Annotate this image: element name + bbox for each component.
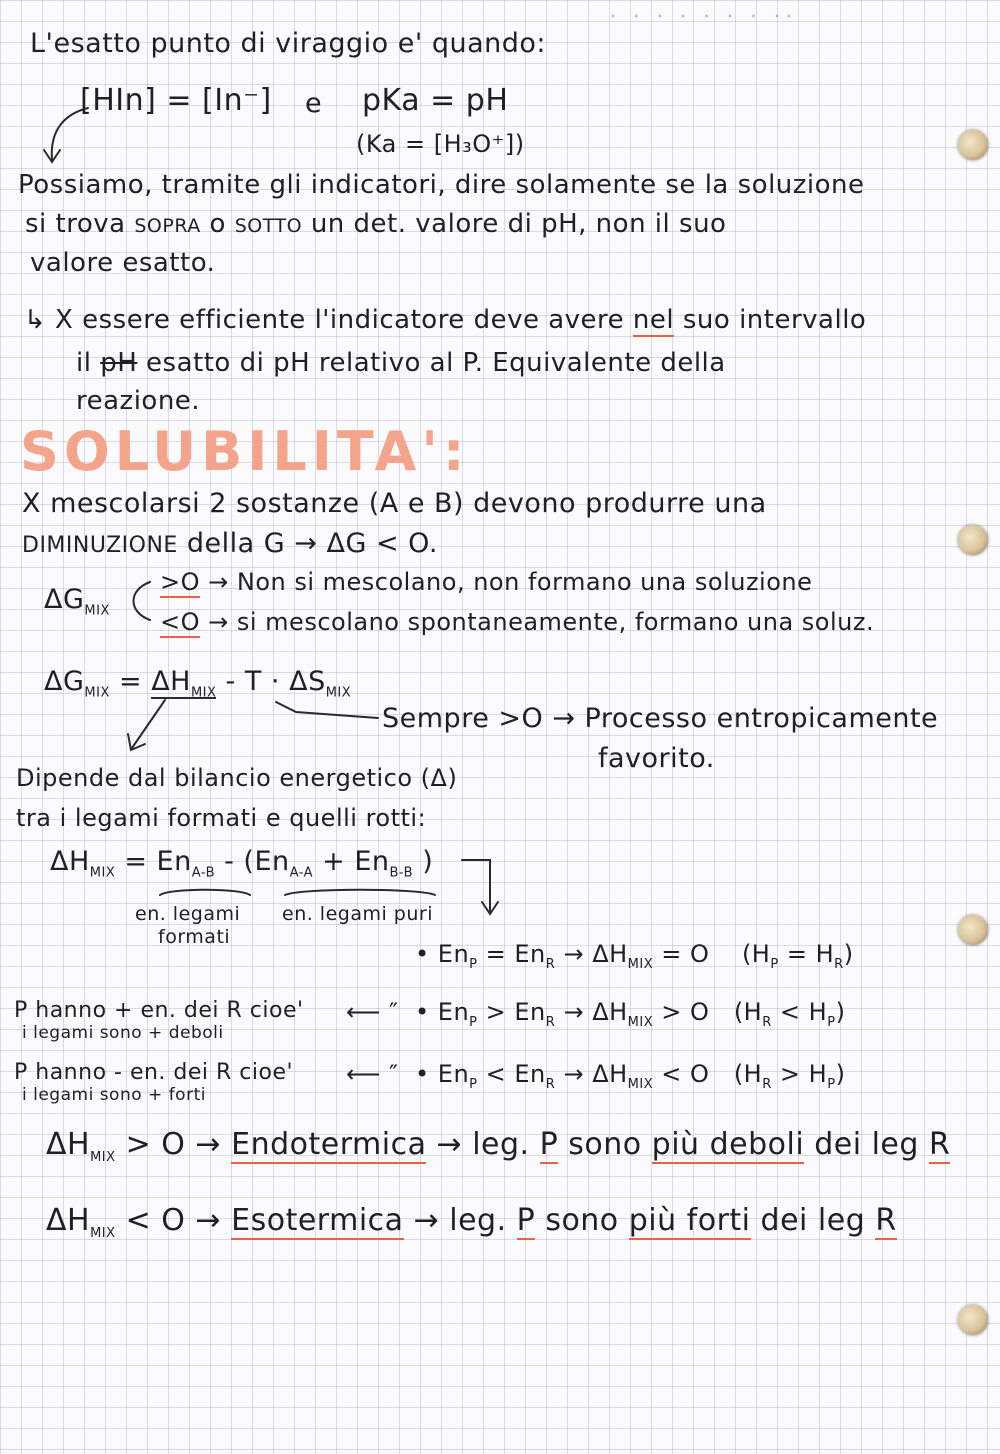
line-mescolarsi: X mescolarsi 2 sostanze (A e B) devono produrre una	[22, 488, 767, 519]
text-c3e-sub: R	[762, 1076, 772, 1092]
text-equivalente: esatto di pH relativo al P. Equivalente della	[146, 348, 726, 378]
text-eq-dh-main: ΔH	[151, 666, 191, 697]
text-c2: • En	[415, 998, 470, 1026]
line-reazione: reazione.	[76, 386, 201, 416]
connector-e: e	[305, 88, 323, 119]
text-c1: • En	[415, 940, 470, 968]
binder-hole	[958, 525, 988, 555]
text-c2d: > O	[661, 998, 710, 1026]
text-eso-forti: più forti	[628, 1203, 751, 1238]
text-c1e: (H	[741, 940, 771, 968]
text-sopra: SOPRA	[134, 215, 201, 237]
text-eq-dh-sub: MIX	[190, 685, 217, 701]
text-c3f: > H	[779, 1060, 828, 1088]
text-c1b-sub: R	[545, 956, 556, 972]
note-p-hanno-meno: P hanno - en. dei R cioe'	[14, 1060, 294, 1085]
text-pos: >O	[160, 568, 200, 596]
text-o: o	[209, 209, 226, 239]
line-favorito: favorito.	[598, 743, 715, 774]
text-c1b: = En	[485, 940, 546, 968]
text-c2e-sub: R	[762, 1014, 772, 1030]
line-possiamo: Possiamo, tramite gli indicatori, dire solamente se la soluzione	[18, 170, 865, 200]
text-en-ab: = En	[124, 846, 192, 877]
text-dh-mix-sub: MIX	[89, 865, 116, 881]
text-c2f: < H	[779, 998, 828, 1026]
text-c1g: )	[843, 940, 854, 968]
text-c1f: = H	[786, 940, 835, 968]
text-c3b-sub: R	[545, 1076, 556, 1092]
text-eso-leg: → leg.	[413, 1203, 507, 1238]
label-legami-puri: en. legami puri	[282, 903, 434, 925]
text-nel: nel	[632, 305, 675, 335]
note-p-hanno-piu: P hanno + en. dei R cioe'	[14, 998, 304, 1023]
text-endo-word: Endotermica	[231, 1127, 427, 1162]
text-eso-dh: ΔH	[46, 1203, 91, 1238]
text-si-trova: si trova	[25, 209, 126, 239]
text-c3e: (H	[733, 1060, 763, 1088]
text-c1-sub: P	[469, 956, 478, 972]
note-legami-deboli: i legami sono + deboli	[22, 1023, 224, 1043]
text-c2b-sub: R	[545, 1014, 556, 1030]
text-c3c: → ΔH	[563, 1060, 628, 1088]
binder-hole	[958, 915, 988, 945]
text-dh-mix: ΔH	[50, 846, 90, 877]
text-en-aa-sub: A-A	[289, 865, 314, 881]
text-efficiente: ↳ X essere efficiente l'indicatore deve avere	[24, 305, 625, 335]
down-arrow-icon	[462, 860, 490, 912]
text-della-g: della G → ΔG < O.	[186, 528, 438, 559]
text-neg-desc: → si mescolano spontaneamente, formano una soluz.	[208, 608, 875, 636]
text-endo-cond: > O →	[125, 1127, 222, 1162]
note-legami-forti: i legami sono + forti	[22, 1085, 206, 1105]
arrow-case-2: ⟵ ″	[346, 998, 399, 1026]
text-en-bb: + En	[322, 846, 390, 877]
text-c3d: < O	[661, 1060, 710, 1088]
diag-arrow-icon	[132, 700, 165, 748]
underbrace-1-icon	[160, 890, 250, 895]
text-c1f-sub: R	[834, 956, 844, 972]
text-c2c: → ΔH	[563, 998, 628, 1026]
underbrace-2-icon	[285, 890, 435, 895]
text-c3f-sub: P	[827, 1076, 836, 1092]
text-c1e-sub: P	[770, 956, 779, 972]
text-c1c-sub: MIX	[627, 956, 654, 972]
curve-arrow-icon	[52, 108, 88, 160]
text-pos-desc: → Non si mescolano, non formano una soluzione	[208, 568, 813, 596]
text-c3b: < En	[485, 1060, 546, 1088]
text-c2b: > En	[485, 998, 546, 1026]
text-c3-sub: P	[469, 1076, 478, 1092]
text-paren: )	[422, 846, 434, 877]
text-eq-equals: =	[118, 666, 143, 697]
text-en-bb-sub: B-B	[389, 865, 414, 881]
text-eq-dg: ΔG	[44, 666, 85, 697]
text-dg-sub: MIX	[84, 603, 110, 619]
text-eso-dei: dei leg	[760, 1203, 866, 1238]
text-eso-dh-sub: MIX	[90, 1226, 116, 1241]
text-eq-ts: - T · ΔS	[225, 666, 326, 697]
text-c2f-sub: P	[827, 1014, 836, 1030]
binder-hole	[958, 1305, 988, 1335]
brace-icon	[134, 582, 151, 620]
hook-arrow-icon	[276, 702, 378, 718]
text-endo-deboli: più deboli	[651, 1127, 805, 1162]
text-neg: <O	[160, 608, 200, 636]
formula-pka-ph: pKa = pH	[362, 83, 509, 118]
text-valore-ph: un det. valore di pH, non il suo	[310, 209, 727, 239]
line-dipende: Dipende dal bilancio energetico (Δ)	[16, 764, 458, 792]
text-c3c-sub: MIX	[627, 1076, 654, 1092]
formula-hin-in: [HIn] = [In⁻]	[80, 83, 272, 118]
text-eso-p: P	[516, 1203, 536, 1238]
text-dg: ΔG	[44, 584, 85, 615]
text-eso-sono: sono	[545, 1203, 619, 1238]
text-eso-word: Esotermica	[231, 1203, 404, 1238]
page-title: SOLUBILITA':	[20, 420, 470, 483]
text-c3: • En	[415, 1060, 470, 1088]
text-eso-r: R	[875, 1203, 897, 1238]
text-endo-dh: ΔH	[46, 1127, 91, 1162]
text-c2g: )	[835, 998, 846, 1026]
binder-hole	[958, 130, 988, 160]
text-diminuzione: DIMINUZIONE	[22, 533, 178, 558]
text-en-ab-sub: A-B	[191, 865, 215, 881]
label-formati: formati	[158, 926, 231, 948]
line-valore-esatto: valore esatto.	[30, 248, 216, 278]
line-viraggio: L'esatto punto di viraggio e' quando:	[30, 28, 547, 59]
text-en-aa: - (En	[224, 846, 290, 877]
text-il: il	[76, 348, 92, 378]
label-legami-formati: en. legami	[135, 903, 241, 925]
text-c1c: → ΔH	[563, 940, 628, 968]
text-eq-dg-sub: MIX	[84, 685, 110, 701]
line-tra-legami: tra i legami formati e quelli rotti:	[16, 804, 427, 832]
text-endo-dh-sub: MIX	[90, 1150, 116, 1165]
ink-dots: · · · · · · · ··	[610, 6, 798, 27]
text-intervallo: suo intervallo	[682, 305, 867, 335]
formula-ka: (Ka = [H₃O⁺])	[356, 130, 525, 158]
text-eq-ts-sub: MIX	[325, 685, 352, 701]
text-c2e: (H	[733, 998, 763, 1026]
text-c2-sub: P	[469, 1014, 478, 1030]
arrow-case-3: ⟵ ″	[346, 1060, 399, 1088]
text-endo-dei: dei leg	[814, 1127, 919, 1162]
text-c3g: )	[835, 1060, 846, 1088]
text-ph-struck: pH	[100, 348, 138, 378]
line-sempre: Sempre >O → Processo entropicamente	[382, 703, 939, 734]
text-eso-cond: < O →	[125, 1203, 222, 1238]
text-endo-leg: → leg.	[436, 1127, 530, 1162]
text-endo-p: P	[539, 1127, 559, 1162]
text-c2c-sub: MIX	[627, 1014, 654, 1030]
text-endo-sono: sono	[568, 1127, 642, 1162]
text-sotto: SOTTO	[234, 215, 303, 237]
text-endo-r: R	[928, 1127, 951, 1162]
text-c1d: = O	[661, 940, 710, 968]
